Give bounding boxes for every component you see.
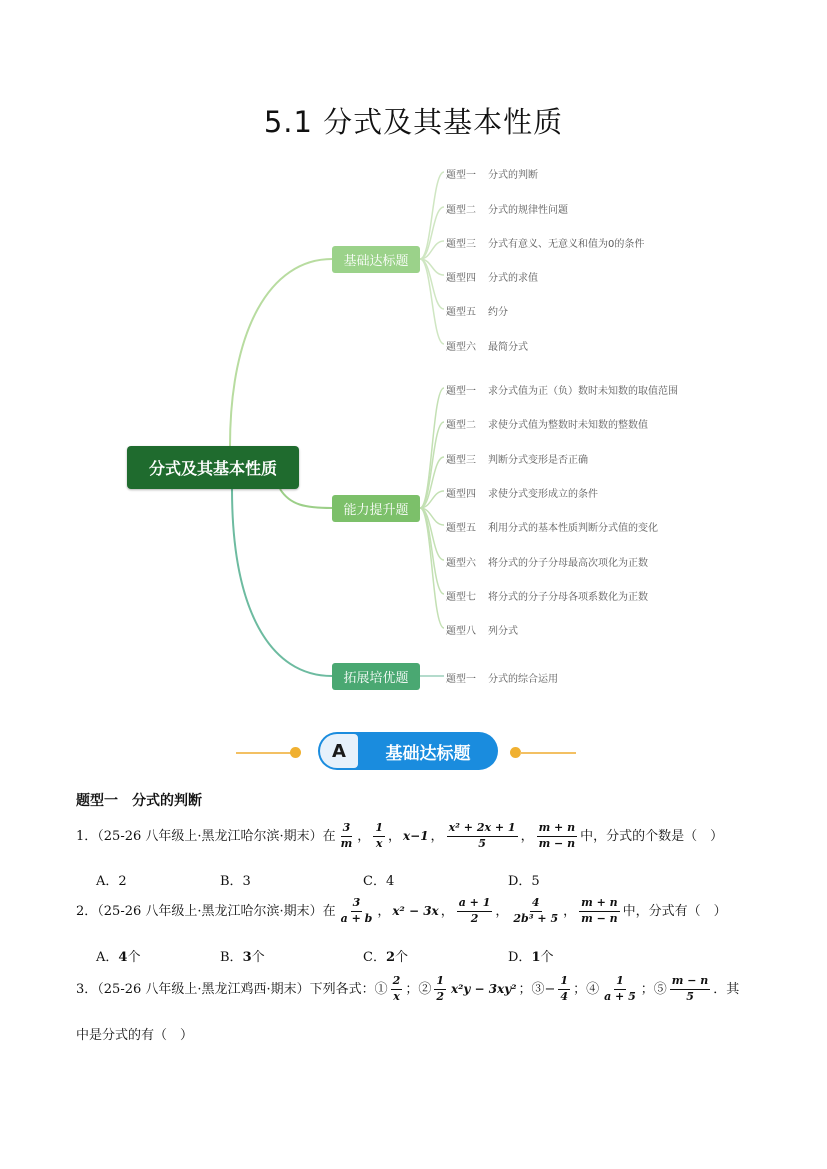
leaf-item: 题型五 约分 xyxy=(446,307,508,318)
leaf-item: 题型一 分式的综合运用 xyxy=(446,674,558,685)
question-1-suffix: 中，分式的个数是（ ） xyxy=(580,828,724,844)
mind-map-connectors xyxy=(0,150,827,710)
leaf-item: 题型一 求分式值为正（负）数时未知数的取值范围 xyxy=(446,386,678,397)
connector-root-branch3 xyxy=(232,489,332,676)
fraction: $\frac{1}{2}$ xyxy=(436,974,444,1003)
branch-extension: 拓展培优题 xyxy=(332,663,420,690)
leaf-connectors-2 xyxy=(420,388,444,628)
option-d[interactable]: D．1个 xyxy=(508,950,554,965)
separator: ；④ xyxy=(573,981,600,997)
leaf-item: 题型六 最简分式 xyxy=(446,342,528,353)
leaf-item: 题型八 列分式 xyxy=(446,626,518,637)
option-b[interactable]: B．3 xyxy=(220,874,251,889)
banner-letter: A xyxy=(320,734,358,768)
fraction: $\frac{1}{a + 5}$ xyxy=(604,974,636,1003)
leaf-item: 题型五 利用分式的基本性质判断分式值的变化 xyxy=(446,523,658,534)
fraction: $\frac{3}{m}$ xyxy=(340,821,353,850)
option-c[interactable]: C．4 xyxy=(363,874,395,889)
fraction: $\frac{m + n}{m - n}$ xyxy=(538,821,576,850)
question-1: 1．（25-26 八年级上·黑龙江哈尔滨·期末）在 $\frac{3}{m}$ ， $\frac{1}{x}$ ， x−1 ， $\frac{\text{x² + 2x + 1}}{5}$ ， $\frac{m + n}{m - n}$ 中，分式的个数是（ ） xyxy=(76,821,724,850)
fraction: $\frac{1}{x}$ xyxy=(375,821,383,850)
option-c[interactable]: C．2个 xyxy=(363,950,409,965)
question-2-suffix: 中，分式有（ ） xyxy=(622,903,727,919)
question-2: 2．（25-26 八年级上·黑龙江哈尔滨·期末）在 $\frac{3}{a + b}$ ， x² − 3x ， $\frac{a + 1}{2}$ ， $\frac{4}{\text{2b³ + 5}}$ ， $\frac{m + n}{m - n}$ 中，分式有（ ） xyxy=(76,896,727,925)
leaf-item: 题型二 分式的规律性问题 xyxy=(446,205,568,216)
fraction: $\frac{3}{a + b}$ xyxy=(340,896,373,925)
option-a[interactable]: A．2 xyxy=(96,874,127,889)
branch-advanced: 能力提升题 xyxy=(332,495,420,522)
connector-root-branch1 xyxy=(230,259,332,446)
leaf-item: 题型六 将分式的分子分母最高次项化为正数 xyxy=(446,558,648,569)
leaf-item: 题型三 判断分式变形是否正确 xyxy=(446,455,588,466)
leaf-item: 题型二 求使分式值为整数时未知数的整数值 xyxy=(446,420,648,431)
leaf-item: 题型七 将分式的分子分母各项系数化为正数 xyxy=(446,592,648,603)
separator: ；③− xyxy=(518,981,556,997)
separator: ；⑤ xyxy=(640,981,667,997)
section-heading: 题型一 分式的判断 xyxy=(76,793,202,809)
option-a[interactable]: A．4个 xyxy=(96,950,141,965)
question-1-prefix: 1．（25-26 八年级上·黑龙江哈尔滨·期末）在 xyxy=(76,828,336,844)
banner-dot-left xyxy=(290,747,301,758)
connector-root-branch2 xyxy=(280,489,332,508)
leaf-item: 题型一 分式的判断 xyxy=(446,170,538,181)
banner-title: 基础达标题 xyxy=(385,743,471,764)
option-b[interactable]: B．3个 xyxy=(220,950,265,965)
fraction: $\frac{m + n}{m - n}$ xyxy=(581,896,618,925)
banner-line-right xyxy=(520,752,576,754)
expression: x²y − 3xy² xyxy=(450,982,517,997)
question-2-prefix: 2．（25-26 八年级上·黑龙江哈尔滨·期末）在 xyxy=(76,903,336,919)
fraction: $\frac{2}{x}$ xyxy=(392,974,401,1003)
section-banner xyxy=(236,730,576,776)
question-3-continuation: 中是分式的有（ ） xyxy=(76,1028,194,1043)
fraction: $\frac{m - n}{5}$ xyxy=(671,974,709,1003)
leaf-item: 题型四 求使分式变形成立的条件 xyxy=(446,489,598,500)
branch-basic: 基础达标题 xyxy=(332,246,420,273)
expression: x−1 xyxy=(402,829,429,844)
question-3 xyxy=(76,975,739,1003)
fraction: $\frac{\text{x² + 2x + 1}}{5}$ xyxy=(448,821,516,850)
fraction: $\frac{1}{4}$ xyxy=(560,974,569,1003)
fraction: $\frac{4}{\text{2b³ + 5}}$ xyxy=(513,896,559,925)
option-d[interactable]: D．5 xyxy=(508,874,540,889)
expression: x² − 3x xyxy=(392,904,439,919)
question-3-prefix: 3．（25-26 八年级上·黑龙江鸡西·期末）下列各式：① xyxy=(76,981,388,997)
page-title: 5.1 分式及其基本性质 xyxy=(263,105,564,139)
leaf-item: 题型三 分式有意义、无意义和值为0的条件 xyxy=(446,239,645,250)
leaf-item: 题型四 分式的求值 xyxy=(446,273,538,284)
separator: ；② xyxy=(405,981,432,997)
banner-pill xyxy=(318,732,498,770)
mindmap-root-node: 分式及其基本性质 xyxy=(127,446,299,489)
question-3-end: ．其 xyxy=(713,981,740,997)
banner-line-left xyxy=(236,752,292,754)
fraction: $\frac{a + 1}{2}$ xyxy=(458,896,491,925)
leaf-connectors-1 xyxy=(420,172,444,344)
